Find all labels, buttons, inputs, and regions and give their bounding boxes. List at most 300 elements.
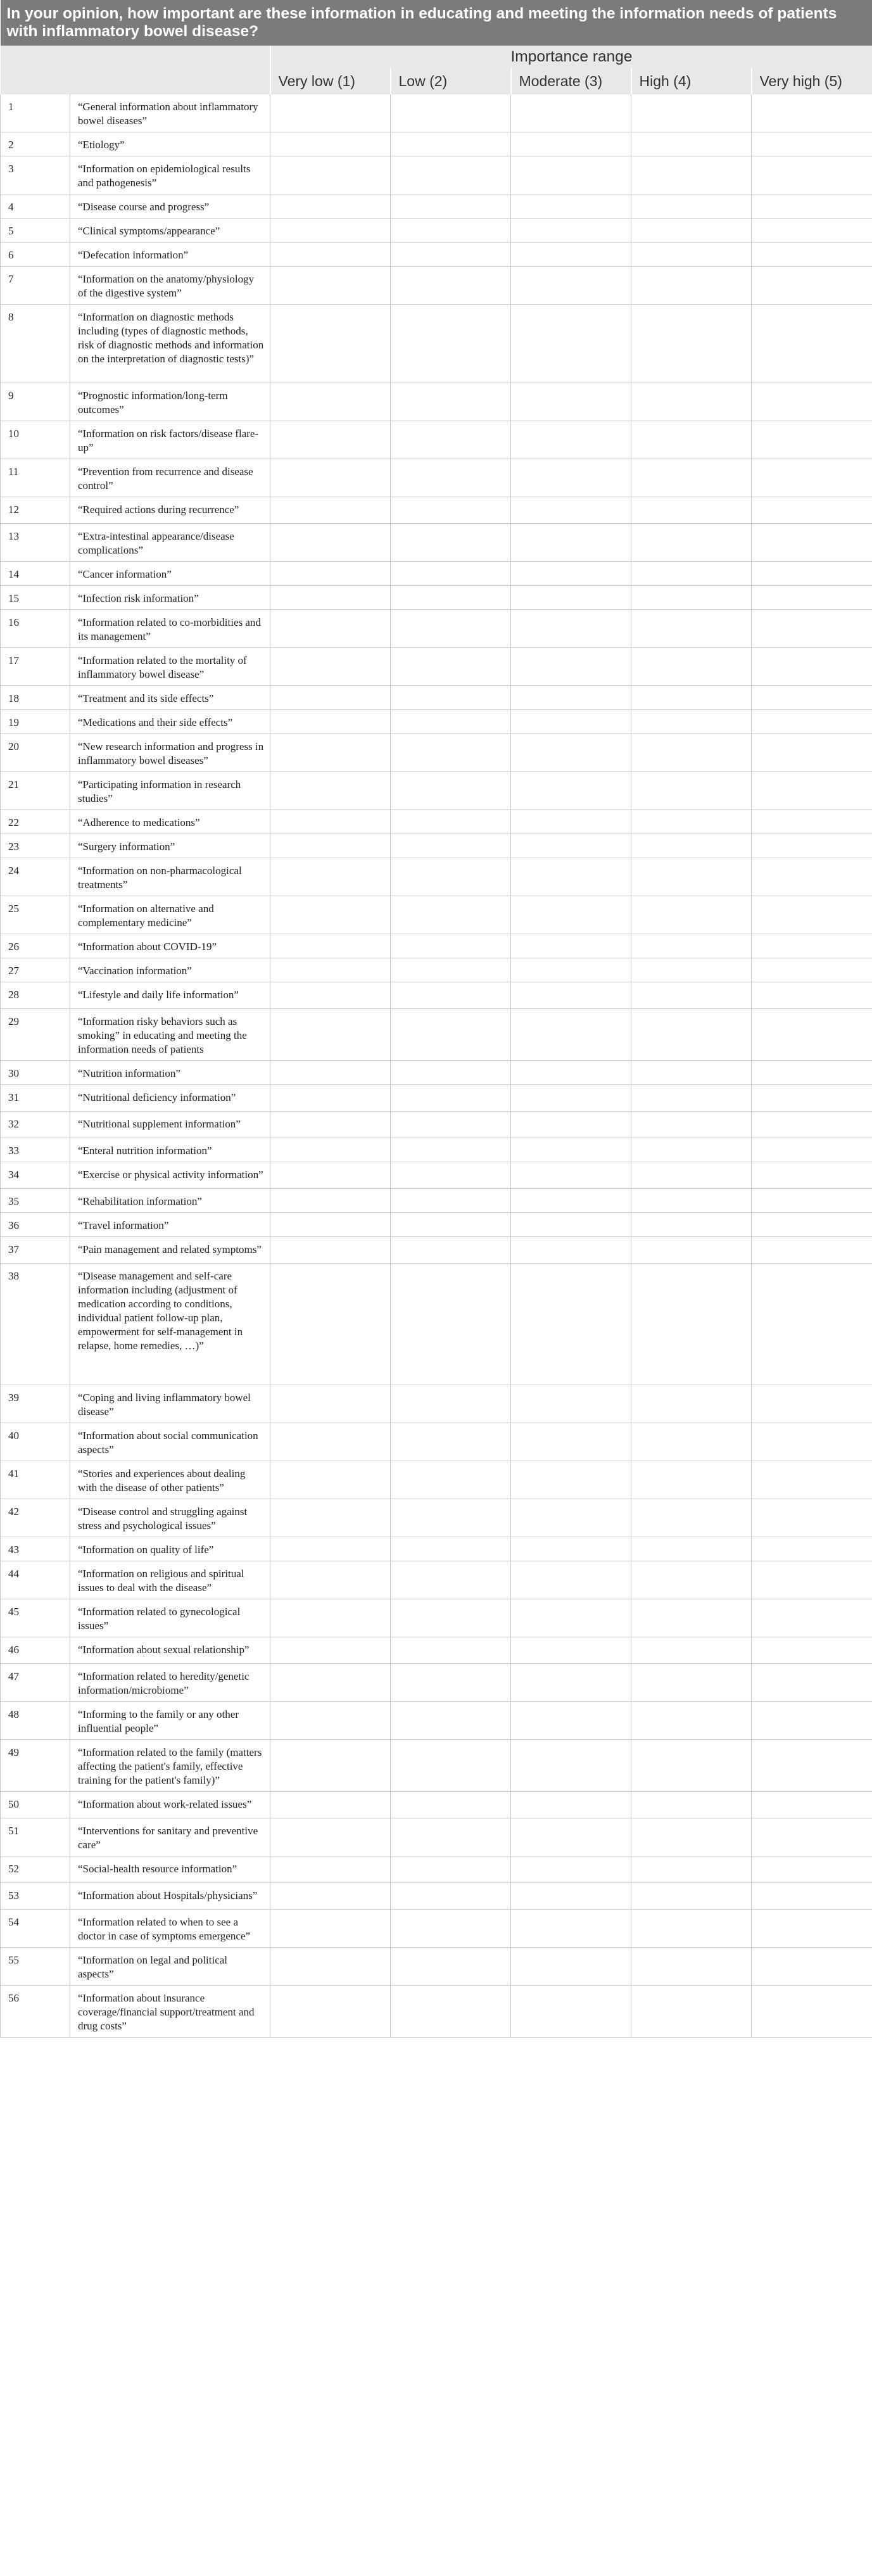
rating-cell-high[interactable] xyxy=(631,1537,752,1561)
rating-cell-high[interactable] xyxy=(631,934,752,958)
rating-cell-moderate[interactable] xyxy=(511,1702,631,1740)
rating-cell-low[interactable] xyxy=(391,383,511,421)
rating-cell-moderate[interactable] xyxy=(511,610,631,648)
rating-cell-low[interactable] xyxy=(391,156,511,194)
rating-cell-very-high[interactable] xyxy=(752,1385,872,1423)
item-text: “Disease course and progress” xyxy=(70,194,270,219)
rating-cell-very-high[interactable] xyxy=(752,524,872,562)
rating-cell-high[interactable] xyxy=(631,219,752,243)
rating-cell-very-low[interactable] xyxy=(270,858,391,896)
rating-cell-low[interactable] xyxy=(391,1637,511,1664)
rating-cell-moderate[interactable] xyxy=(511,562,631,586)
rating-cell-high[interactable] xyxy=(631,610,752,648)
rating-cell-moderate[interactable] xyxy=(511,1948,631,1986)
rating-cell-low[interactable] xyxy=(391,1883,511,1910)
rating-cell-very-low[interactable] xyxy=(270,958,391,982)
rating-cell-very-low[interactable] xyxy=(270,834,391,858)
rating-cell-high[interactable] xyxy=(631,1112,752,1138)
rating-cell-high[interactable] xyxy=(631,1237,752,1264)
rating-cell-very-high[interactable] xyxy=(752,1461,872,1499)
rating-cell-very-high[interactable] xyxy=(752,734,872,772)
rating-cell-high[interactable] xyxy=(631,1423,752,1461)
rating-cell-high[interactable] xyxy=(631,562,752,586)
rating-cell-low[interactable] xyxy=(391,1537,511,1561)
rating-cell-very-low[interactable] xyxy=(270,1948,391,1986)
rating-cell-high[interactable] xyxy=(631,772,752,810)
rating-cell-moderate[interactable] xyxy=(511,421,631,459)
rating-cell-low[interactable] xyxy=(391,1385,511,1423)
rating-cell-very-low[interactable] xyxy=(270,421,391,459)
rating-cell-very-high[interactable] xyxy=(752,562,872,586)
rating-cell-low[interactable] xyxy=(391,132,511,156)
rating-cell-low[interactable] xyxy=(391,1009,511,1061)
rating-cell-high[interactable] xyxy=(631,734,752,772)
rating-cell-very-low[interactable] xyxy=(270,459,391,497)
rating-cell-low[interactable] xyxy=(391,772,511,810)
rating-cell-low[interactable] xyxy=(391,1112,511,1138)
item-text: “Clinical symptoms/appearance” xyxy=(70,219,270,243)
rating-cell-very-high[interactable] xyxy=(752,1856,872,1883)
rating-cell-very-low[interactable] xyxy=(270,1702,391,1740)
rating-cell-high[interactable] xyxy=(631,94,752,132)
item-number: 33 xyxy=(1,1138,70,1162)
rating-cell-moderate[interactable] xyxy=(511,132,631,156)
rating-cell-moderate[interactable] xyxy=(511,772,631,810)
rating-cell-moderate[interactable] xyxy=(511,1499,631,1537)
rating-cell-very-low[interactable] xyxy=(270,1189,391,1213)
rating-cell-low[interactable] xyxy=(391,243,511,267)
rating-cell-high[interactable] xyxy=(631,1561,752,1599)
rating-cell-moderate[interactable] xyxy=(511,497,631,524)
rating-cell-low[interactable] xyxy=(391,648,511,686)
rating-cell-moderate[interactable] xyxy=(511,267,631,305)
rating-cell-high[interactable] xyxy=(631,1461,752,1499)
rating-cell-very-low[interactable] xyxy=(270,132,391,156)
rating-cell-very-low[interactable] xyxy=(270,1009,391,1061)
rating-cell-very-low[interactable] xyxy=(270,267,391,305)
rating-cell-low[interactable] xyxy=(391,1740,511,1792)
rating-cell-low[interactable] xyxy=(391,1664,511,1702)
rating-cell-low[interactable] xyxy=(391,497,511,524)
rating-cell-moderate[interactable] xyxy=(511,1213,631,1237)
rating-cell-moderate[interactable] xyxy=(511,1818,631,1856)
rating-cell-very-low[interactable] xyxy=(270,1461,391,1499)
rating-cell-moderate[interactable] xyxy=(511,1162,631,1189)
rating-cell-low[interactable] xyxy=(391,958,511,982)
rating-cell-high[interactable] xyxy=(631,648,752,686)
rating-cell-very-low[interactable] xyxy=(270,305,391,383)
rating-cell-moderate[interactable] xyxy=(511,194,631,219)
rating-cell-moderate[interactable] xyxy=(511,1112,631,1138)
rating-cell-low[interactable] xyxy=(391,1189,511,1213)
rating-cell-very-low[interactable] xyxy=(270,810,391,834)
rating-cell-very-low[interactable] xyxy=(270,219,391,243)
rating-cell-very-low[interactable] xyxy=(270,1740,391,1792)
rating-cell-high[interactable] xyxy=(631,1664,752,1702)
rating-cell-moderate[interactable] xyxy=(511,1385,631,1423)
rating-cell-very-low[interactable] xyxy=(270,1162,391,1189)
rating-cell-moderate[interactable] xyxy=(511,1009,631,1061)
rating-cell-very-high[interactable] xyxy=(752,1213,872,1237)
rating-cell-very-high[interactable] xyxy=(752,1537,872,1561)
rating-cell-very-high[interactable] xyxy=(752,1061,872,1085)
rating-cell-very-high[interactable] xyxy=(752,810,872,834)
item-text: “Information about sexual relationship” xyxy=(70,1637,270,1664)
rating-cell-very-high[interactable] xyxy=(752,1189,872,1213)
rating-cell-very-low[interactable] xyxy=(270,497,391,524)
rating-cell-high[interactable] xyxy=(631,958,752,982)
rating-cell-very-low[interactable] xyxy=(270,1499,391,1537)
rating-cell-low[interactable] xyxy=(391,1237,511,1264)
rating-cell-very-low[interactable] xyxy=(270,1637,391,1664)
rating-cell-very-low[interactable] xyxy=(270,1599,391,1637)
rating-cell-very-low[interactable] xyxy=(270,710,391,734)
rating-cell-low[interactable] xyxy=(391,1461,511,1499)
rating-cell-high[interactable] xyxy=(631,1910,752,1948)
rating-cell-very-high[interactable] xyxy=(752,1883,872,1910)
rating-cell-very-low[interactable] xyxy=(270,1986,391,2038)
rating-cell-very-high[interactable] xyxy=(752,1740,872,1792)
rating-cell-moderate[interactable] xyxy=(511,810,631,834)
table-row xyxy=(1,1818,872,1856)
rating-cell-high[interactable] xyxy=(631,1213,752,1237)
rating-cell-very-high[interactable] xyxy=(752,648,872,686)
rating-cell-very-low[interactable] xyxy=(270,772,391,810)
rating-cell-high[interactable] xyxy=(631,710,752,734)
rating-cell-high[interactable] xyxy=(631,1856,752,1883)
rating-cell-very-high[interactable] xyxy=(752,1112,872,1138)
rating-cell-low[interactable] xyxy=(391,610,511,648)
rating-cell-low[interactable] xyxy=(391,810,511,834)
item-number: 43 xyxy=(1,1537,70,1561)
rating-cell-very-high[interactable] xyxy=(752,1085,872,1112)
rating-cell-very-low[interactable] xyxy=(270,1537,391,1561)
rating-cell-high[interactable] xyxy=(631,156,752,194)
rating-cell-high[interactable] xyxy=(631,421,752,459)
rating-cell-high[interactable] xyxy=(631,686,752,710)
rating-cell-low[interactable] xyxy=(391,834,511,858)
rating-cell-very-low[interactable] xyxy=(270,94,391,132)
rating-cell-high[interactable] xyxy=(631,1061,752,1085)
rating-cell-moderate[interactable] xyxy=(511,686,631,710)
rating-cell-low[interactable] xyxy=(391,1910,511,1948)
rating-cell-high[interactable] xyxy=(631,1138,752,1162)
rating-cell-low[interactable] xyxy=(391,1138,511,1162)
table-row xyxy=(1,586,872,610)
rating-cell-very-low[interactable] xyxy=(270,383,391,421)
rating-cell-low[interactable] xyxy=(391,459,511,497)
table-row xyxy=(1,1423,872,1461)
rating-cell-low[interactable] xyxy=(391,1599,511,1637)
rating-cell-low[interactable] xyxy=(391,1213,511,1237)
rating-cell-moderate[interactable] xyxy=(511,524,631,562)
item-number: 56 xyxy=(1,1986,70,2038)
item-text: “Information about social communication aspects” xyxy=(70,1423,270,1461)
rating-cell-very-high[interactable] xyxy=(752,934,872,958)
rating-cell-high[interactable] xyxy=(631,896,752,934)
rating-cell-moderate[interactable] xyxy=(511,1085,631,1112)
rating-cell-low[interactable] xyxy=(391,934,511,958)
rating-cell-moderate[interactable] xyxy=(511,1537,631,1561)
rating-cell-very-high[interactable] xyxy=(752,772,872,810)
rating-cell-very-low[interactable] xyxy=(270,194,391,219)
rating-cell-very-low[interactable] xyxy=(270,734,391,772)
rating-cell-moderate[interactable] xyxy=(511,648,631,686)
item-number: 18 xyxy=(1,686,70,710)
rating-cell-low[interactable] xyxy=(391,896,511,934)
rating-cell-very-low[interactable] xyxy=(270,686,391,710)
rating-cell-high[interactable] xyxy=(631,810,752,834)
item-number: 50 xyxy=(1,1792,70,1818)
rating-cell-moderate[interactable] xyxy=(511,734,631,772)
rating-cell-very-low[interactable] xyxy=(270,1792,391,1818)
rating-cell-low[interactable] xyxy=(391,267,511,305)
rating-cell-very-high[interactable] xyxy=(752,1561,872,1599)
rating-cell-high[interactable] xyxy=(631,982,752,1009)
rating-cell-high[interactable] xyxy=(631,1009,752,1061)
rating-cell-high[interactable] xyxy=(631,305,752,383)
rating-cell-moderate[interactable] xyxy=(511,958,631,982)
rating-cell-very-high[interactable] xyxy=(752,1792,872,1818)
rating-cell-very-low[interactable] xyxy=(270,934,391,958)
rating-cell-low[interactable] xyxy=(391,421,511,459)
rating-cell-very-high[interactable] xyxy=(752,1910,872,1948)
rating-cell-very-high[interactable] xyxy=(752,586,872,610)
rating-cell-high[interactable] xyxy=(631,1189,752,1213)
rating-cell-very-low[interactable] xyxy=(270,1138,391,1162)
rating-cell-low[interactable] xyxy=(391,562,511,586)
rating-cell-very-low[interactable] xyxy=(270,1112,391,1138)
rating-cell-high[interactable] xyxy=(631,194,752,219)
rating-cell-very-low[interactable] xyxy=(270,1264,391,1385)
rating-cell-very-low[interactable] xyxy=(270,982,391,1009)
rating-cell-moderate[interactable] xyxy=(511,1986,631,2038)
rating-cell-moderate[interactable] xyxy=(511,858,631,896)
item-text: “Enteral nutrition information” xyxy=(70,1138,270,1162)
rating-cell-moderate[interactable] xyxy=(511,1910,631,1948)
rating-cell-moderate[interactable] xyxy=(511,1189,631,1213)
rating-cell-very-high[interactable] xyxy=(752,383,872,421)
rating-cell-moderate[interactable] xyxy=(511,710,631,734)
rating-cell-very-high[interactable] xyxy=(752,1009,872,1061)
rating-cell-very-high[interactable] xyxy=(752,834,872,858)
rating-cell-moderate[interactable] xyxy=(511,1599,631,1637)
rating-cell-very-high[interactable] xyxy=(752,610,872,648)
rating-cell-very-high[interactable] xyxy=(752,1162,872,1189)
rating-cell-very-low[interactable] xyxy=(270,1061,391,1085)
rating-cell-low[interactable] xyxy=(391,1561,511,1599)
rating-cell-high[interactable] xyxy=(631,1883,752,1910)
rating-cell-high[interactable] xyxy=(631,459,752,497)
rating-cell-moderate[interactable] xyxy=(511,156,631,194)
rating-cell-very-low[interactable] xyxy=(270,1910,391,1948)
rating-cell-very-low[interactable] xyxy=(270,1213,391,1237)
rating-cell-very-low[interactable] xyxy=(270,586,391,610)
rating-cell-very-high[interactable] xyxy=(752,982,872,1009)
rating-cell-very-high[interactable] xyxy=(752,267,872,305)
rating-cell-low[interactable] xyxy=(391,1499,511,1537)
rating-cell-very-low[interactable] xyxy=(270,524,391,562)
rating-cell-low[interactable] xyxy=(391,734,511,772)
rating-cell-very-high[interactable] xyxy=(752,1818,872,1856)
rating-cell-very-low[interactable] xyxy=(270,648,391,686)
rating-cell-low[interactable] xyxy=(391,686,511,710)
rating-cell-high[interactable] xyxy=(631,243,752,267)
rating-cell-very-high[interactable] xyxy=(752,219,872,243)
rating-cell-high[interactable] xyxy=(631,586,752,610)
rating-cell-very-high[interactable] xyxy=(752,1138,872,1162)
rating-cell-very-low[interactable] xyxy=(270,1818,391,1856)
rating-cell-low[interactable] xyxy=(391,1818,511,1856)
rating-cell-high[interactable] xyxy=(631,1818,752,1856)
rating-cell-moderate[interactable] xyxy=(511,1237,631,1264)
rating-cell-low[interactable] xyxy=(391,1986,511,2038)
rating-cell-low[interactable] xyxy=(391,1061,511,1085)
rating-cell-high[interactable] xyxy=(631,132,752,156)
rating-cell-very-high[interactable] xyxy=(752,1702,872,1740)
rating-cell-high[interactable] xyxy=(631,1264,752,1385)
rating-cell-moderate[interactable] xyxy=(511,1138,631,1162)
table-row xyxy=(1,958,872,982)
rating-cell-low[interactable] xyxy=(391,982,511,1009)
rating-cell-very-high[interactable] xyxy=(752,459,872,497)
rating-cell-low[interactable] xyxy=(391,858,511,896)
rating-cell-low[interactable] xyxy=(391,1423,511,1461)
rating-cell-very-low[interactable] xyxy=(270,1423,391,1461)
rating-cell-moderate[interactable] xyxy=(511,305,631,383)
rating-cell-high[interactable] xyxy=(631,1637,752,1664)
rating-cell-moderate[interactable] xyxy=(511,1883,631,1910)
rating-cell-low[interactable] xyxy=(391,305,511,383)
rating-cell-moderate[interactable] xyxy=(511,934,631,958)
rating-cell-very-high[interactable] xyxy=(752,243,872,267)
rating-cell-moderate[interactable] xyxy=(511,219,631,243)
rating-cell-high[interactable] xyxy=(631,1986,752,2038)
rating-cell-very-high[interactable] xyxy=(752,958,872,982)
rating-cell-very-low[interactable] xyxy=(270,1237,391,1264)
rating-cell-moderate[interactable] xyxy=(511,94,631,132)
rating-cell-high[interactable] xyxy=(631,1948,752,1986)
rating-cell-very-high[interactable] xyxy=(752,686,872,710)
rating-cell-very-high[interactable] xyxy=(752,896,872,934)
rating-cell-very-high[interactable] xyxy=(752,1948,872,1986)
rating-cell-low[interactable] xyxy=(391,1085,511,1112)
rating-cell-high[interactable] xyxy=(631,1085,752,1112)
rating-cell-low[interactable] xyxy=(391,194,511,219)
rating-cell-very-low[interactable] xyxy=(270,1664,391,1702)
rating-cell-moderate[interactable] xyxy=(511,1740,631,1792)
rating-cell-very-high[interactable] xyxy=(752,305,872,383)
rating-cell-very-low[interactable] xyxy=(270,562,391,586)
rating-cell-very-high[interactable] xyxy=(752,156,872,194)
rating-cell-high[interactable] xyxy=(631,1385,752,1423)
rating-cell-moderate[interactable] xyxy=(511,1061,631,1085)
rating-cell-moderate[interactable] xyxy=(511,834,631,858)
rating-cell-very-high[interactable] xyxy=(752,1637,872,1664)
rating-cell-moderate[interactable] xyxy=(511,1856,631,1883)
rating-cell-very-low[interactable] xyxy=(270,1883,391,1910)
rating-cell-high[interactable] xyxy=(631,1599,752,1637)
rating-cell-low[interactable] xyxy=(391,710,511,734)
rating-cell-very-high[interactable] xyxy=(752,194,872,219)
rating-cell-moderate[interactable] xyxy=(511,1792,631,1818)
rating-cell-moderate[interactable] xyxy=(511,243,631,267)
rating-cell-high[interactable] xyxy=(631,1702,752,1740)
rating-cell-moderate[interactable] xyxy=(511,1664,631,1702)
rating-cell-very-high[interactable] xyxy=(752,858,872,896)
rating-cell-low[interactable] xyxy=(391,1948,511,1986)
rating-cell-high[interactable] xyxy=(631,1499,752,1537)
rating-cell-very-high[interactable] xyxy=(752,1264,872,1385)
rating-cell-low[interactable] xyxy=(391,524,511,562)
rating-cell-high[interactable] xyxy=(631,383,752,421)
rating-cell-very-high[interactable] xyxy=(752,497,872,524)
rating-cell-very-high[interactable] xyxy=(752,1599,872,1637)
rating-cell-high[interactable] xyxy=(631,524,752,562)
rating-cell-very-high[interactable] xyxy=(752,132,872,156)
rating-cell-moderate[interactable] xyxy=(511,1637,631,1664)
item-text: “Information related to gynecological issues” xyxy=(70,1599,270,1637)
rating-cell-very-low[interactable] xyxy=(270,156,391,194)
rating-cell-very-high[interactable] xyxy=(752,710,872,734)
rating-cell-very-high[interactable] xyxy=(752,1986,872,2038)
item-number: 22 xyxy=(1,810,70,834)
rating-cell-low[interactable] xyxy=(391,219,511,243)
rating-cell-very-low[interactable] xyxy=(270,610,391,648)
rating-cell-high[interactable] xyxy=(631,1792,752,1818)
rating-cell-moderate[interactable] xyxy=(511,383,631,421)
rating-cell-very-low[interactable] xyxy=(270,1561,391,1599)
rating-cell-low[interactable] xyxy=(391,1264,511,1385)
rating-cell-high[interactable] xyxy=(631,1162,752,1189)
rating-cell-moderate[interactable] xyxy=(511,459,631,497)
rating-cell-high[interactable] xyxy=(631,834,752,858)
rating-cell-very-low[interactable] xyxy=(270,1085,391,1112)
rating-cell-moderate[interactable] xyxy=(511,1264,631,1385)
rating-cell-low[interactable] xyxy=(391,1792,511,1818)
rating-cell-very-high[interactable] xyxy=(752,421,872,459)
rating-cell-high[interactable] xyxy=(631,858,752,896)
rating-cell-low[interactable] xyxy=(391,586,511,610)
rating-cell-moderate[interactable] xyxy=(511,1561,631,1599)
rating-cell-low[interactable] xyxy=(391,1856,511,1883)
rating-cell-very-low[interactable] xyxy=(270,1385,391,1423)
rating-cell-low[interactable] xyxy=(391,94,511,132)
rating-cell-high[interactable] xyxy=(631,267,752,305)
rating-cell-very-high[interactable] xyxy=(752,1237,872,1264)
rating-cell-very-high[interactable] xyxy=(752,94,872,132)
rating-cell-high[interactable] xyxy=(631,497,752,524)
table-row xyxy=(1,772,872,810)
rating-cell-moderate[interactable] xyxy=(511,586,631,610)
rating-cell-moderate[interactable] xyxy=(511,1423,631,1461)
rating-cell-high[interactable] xyxy=(631,1740,752,1792)
rating-cell-low[interactable] xyxy=(391,1702,511,1740)
rating-cell-very-low[interactable] xyxy=(270,1856,391,1883)
rating-cell-very-high[interactable] xyxy=(752,1664,872,1702)
rating-cell-low[interactable] xyxy=(391,1162,511,1189)
table-row xyxy=(1,1264,872,1385)
rating-cell-very-high[interactable] xyxy=(752,1499,872,1537)
item-text: “Information related to when to see a doctor in case of symptoms emergence” xyxy=(70,1910,270,1948)
rating-cell-very-high[interactable] xyxy=(752,1423,872,1461)
rating-cell-very-low[interactable] xyxy=(270,243,391,267)
rating-cell-moderate[interactable] xyxy=(511,982,631,1009)
rating-cell-moderate[interactable] xyxy=(511,896,631,934)
rating-cell-moderate[interactable] xyxy=(511,1461,631,1499)
rating-cell-very-low[interactable] xyxy=(270,896,391,934)
table-row xyxy=(1,710,872,734)
